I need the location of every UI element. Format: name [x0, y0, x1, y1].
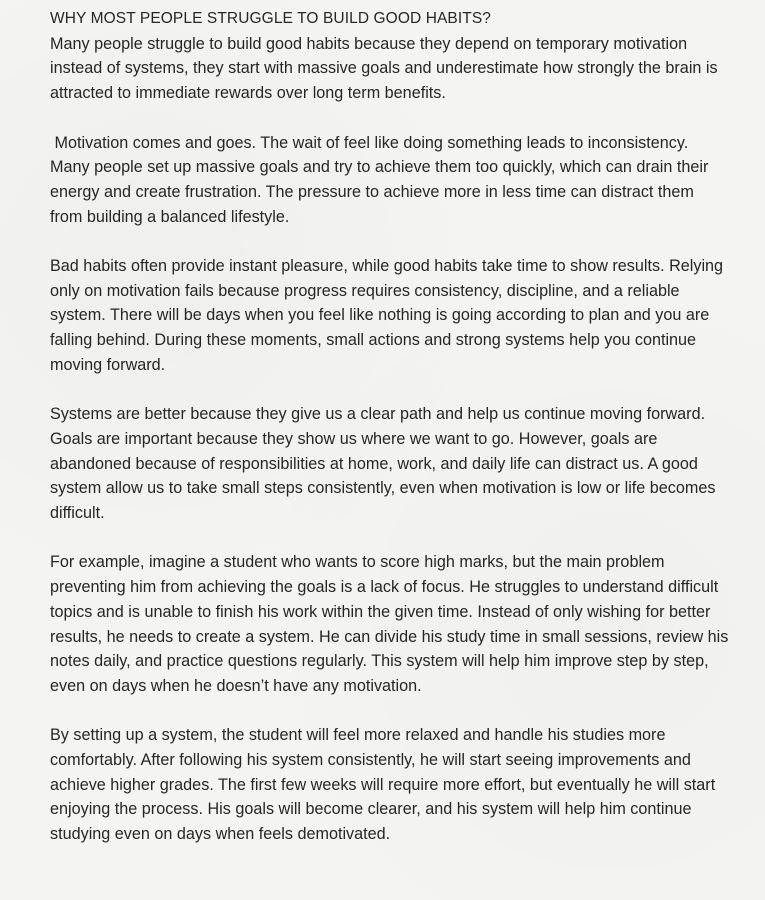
paragraph-gap	[50, 526, 730, 551]
paragraph-gap	[50, 699, 730, 724]
note-body	[50, 7, 730, 847]
note-title: WHY MOST PEOPLE STRUGGLE TO BUILD GOOD HABITS?	[50, 10, 491, 27]
paragraph-systems: Systems are better because they give us a clear path and help us continue moving forward. Goals are important because they show us where we want to go. However, goals are abandoned because of responsibilities at home, work, and daily life can distract us. A good system allow us to take small steps consistently, even when motivation is low or life becomes difficult.	[50, 405, 716, 523]
paragraph-conclusion: By setting up a system, the student will feel more relaxed and handle his studies more comfortably. After following his system consistently, he will start seeing improvements and achieve higher grades. The first few weeks will require more effort, but eventually he will start enjoying the process. His goals will become clearer, and his system will help him continue studying even on days when feels demotivated.	[50, 726, 716, 844]
paragraph-motivation: Motivation comes and goes. The wait of feel like doing something leads to inconsistency. Many people set up massive goals and try to achieve them too quickly, which can drain their energy and create frustration. The pressure to achieve more in less time can distract them from building a balanced lifestyle.	[50, 133, 713, 226]
paragraph-intro: Many people struggle to build good habits because they depend on temporary motivation instead of systems, they start with massive goals and underestimate how strongly the brain is attracted to immediate rewards over long term benefits.	[50, 34, 718, 103]
paragraph-gap	[50, 229, 730, 254]
paragraph-bad-habits: Bad habits often provide instant pleasure, while good habits take time to show results. Relying only on motivation fails because progress requires consistency, discipline, and a reliable system. There will be days when you feel like nothing is going according to plan and you are falling behind. During these moments, small actions and strong systems help you continue moving forward.	[50, 257, 724, 374]
paragraph-gap	[50, 106, 730, 131]
paragraph-example: For example, imagine a student who wants to score high marks, but the main problem preventing him from achieving the goals is a lack of focus. He struggles to understand difficult topics and is unable to finish his work within the given time. Instead of only wishing for better results, he needs to create a system. He can divide his study time in small sessions, review his notes daily, and practice questions regularly. This system will help him improve step by step, even on days when he doesn’t have any motivation.	[50, 553, 729, 695]
paragraph-gap	[50, 378, 730, 403]
